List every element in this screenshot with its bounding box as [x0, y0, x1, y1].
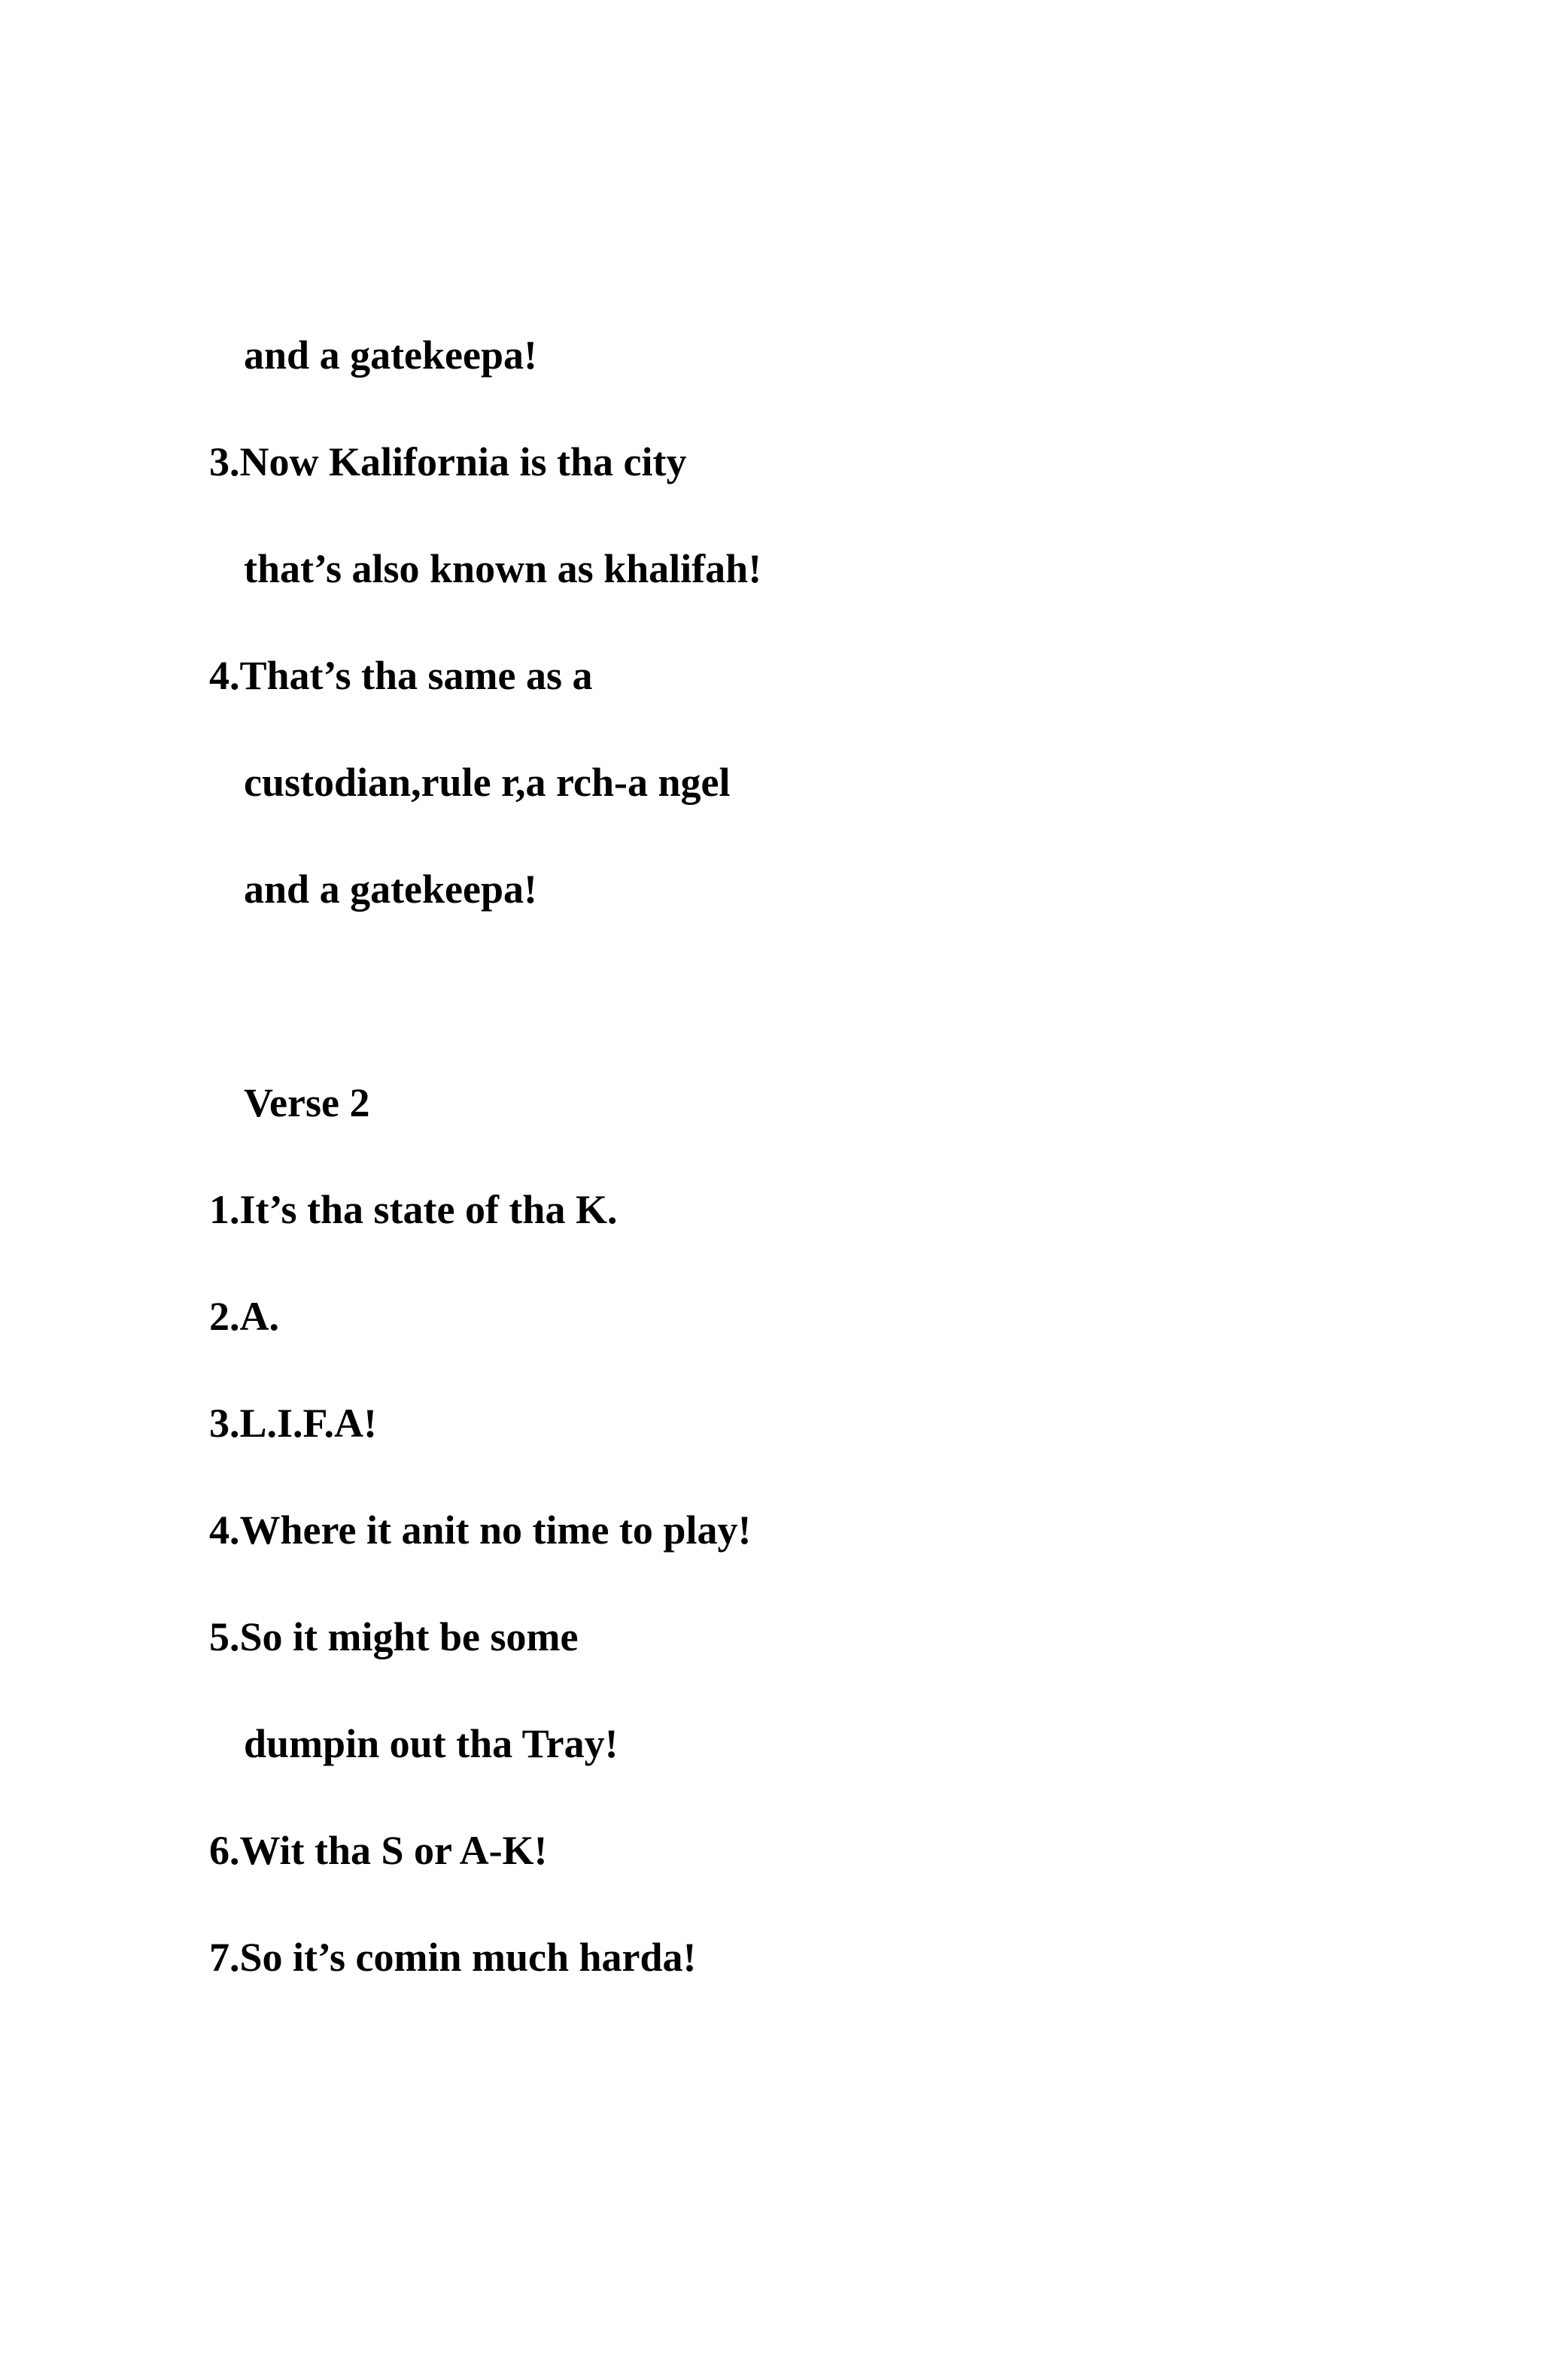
lyric-line: 5.So it might be some: [209, 1614, 579, 1659]
lyric-line: and a gatekeepa!: [244, 867, 537, 912]
lyric-line: 6.Wit tha S or A-K!: [209, 1828, 548, 1873]
lyric-line: 2.A.: [209, 1294, 279, 1339]
lyric-line: dumpin out tha Tray!: [244, 1721, 619, 1766]
lyric-line: 3.L.I.F.A!: [209, 1401, 378, 1446]
lyric-line: 1.It’s tha state of tha K.: [209, 1187, 618, 1232]
lyric-line: 7.So it’s comin much harda!: [209, 1935, 697, 1980]
lyric-line: 4.That’s tha same as a: [209, 653, 593, 698]
lyric-line: that’s also known as khalifah!: [244, 546, 762, 591]
lyric-line: custodian,rule r,a rch-a ngel: [244, 760, 731, 805]
lyric-line: and a gatekeepa!: [244, 332, 537, 378]
section-heading-verse: Verse 2: [244, 1080, 370, 1125]
lyric-line: 3.Now Kalifornia is tha city: [209, 439, 687, 484]
lyric-line: 4.Where it anit no time to play!: [209, 1507, 752, 1553]
